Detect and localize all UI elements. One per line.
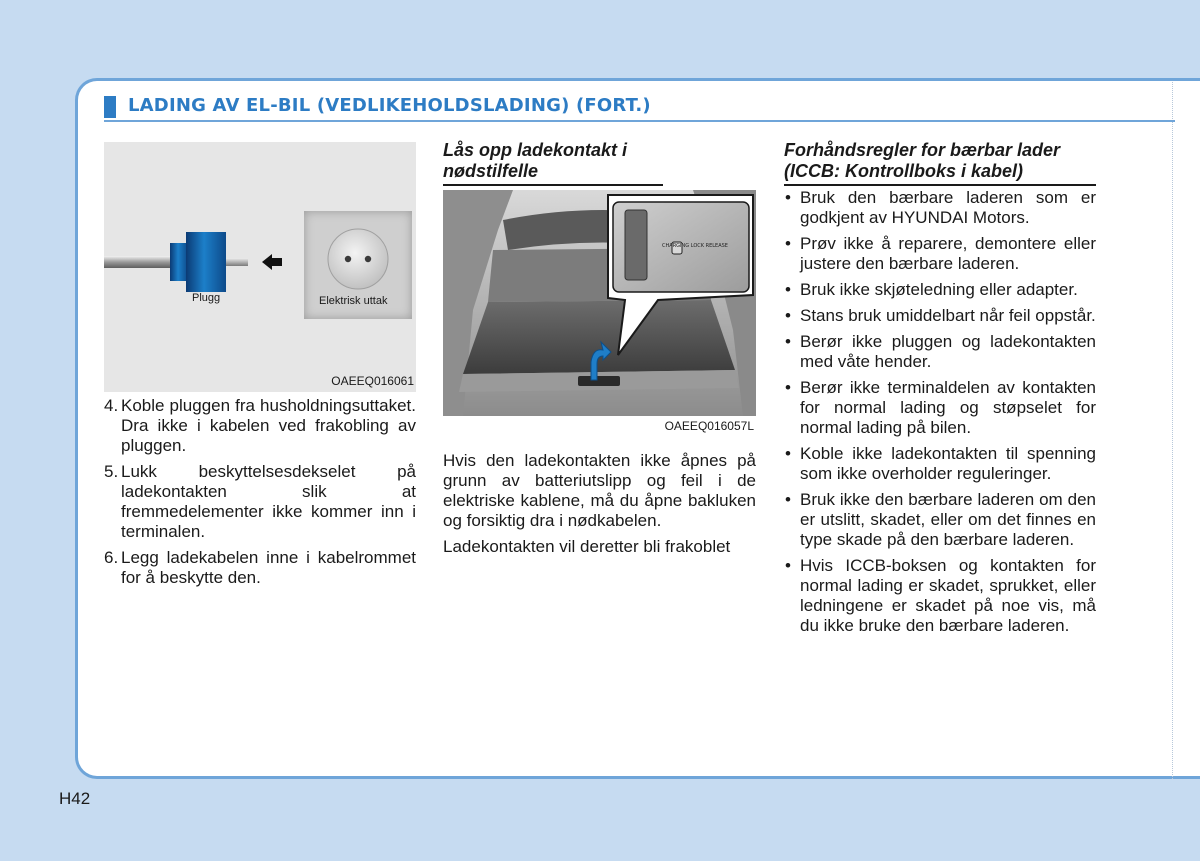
step-text: Lukk beskyttelsesdekselet på ladekontakten slik at fremmedelementer ikke kommer inn i terminalen. <box>121 462 416 541</box>
section-title: LADING AV EL-BIL (VEDLIKEHOLDSLADING) (FORT.) <box>128 95 651 116</box>
title-marker <box>104 96 116 118</box>
iccb-precautions-heading: Forhåndsregler for bærbar lader (ICCB: Kontrollboks i kabel) <box>784 140 1096 186</box>
emergency-unlock-text <box>443 451 756 563</box>
step-item <box>104 396 416 456</box>
figure-code: OAEEQ016061 <box>331 374 414 388</box>
charging-lock-release-label: CHARGING LOCK RELEASE <box>662 243 728 249</box>
bullet-item: • Bruk ikke skjøteledning eller adapter. <box>784 280 1096 300</box>
plug-pin <box>226 258 248 266</box>
outlet-label: Elektrisk uttak <box>319 295 388 307</box>
bullet-item: • Berør ikke terminaldelen av kontakten for normal lading og støpselet for normal lading på bilen. <box>784 378 1096 438</box>
trunk-figure <box>443 190 756 436</box>
emergency-unlock-heading: Lås opp ladekontakt i nødstilfelle <box>443 140 663 186</box>
step-number: 5. <box>104 462 119 481</box>
plug-body <box>186 232 226 292</box>
cable <box>104 256 174 268</box>
arrow-left-icon <box>262 254 282 270</box>
paragraph: Ladekontakten vil deretter bli frakoblet <box>443 537 731 556</box>
plug-collar <box>170 243 188 281</box>
bullet-item: • Bruk den bærbare laderen som er godkjent av HYUNDAI Motors. <box>784 188 1096 228</box>
section-header <box>104 96 1175 122</box>
bullet-item: • Prøv ikke å reparere, demontere eller justere den bærbare laderen. <box>784 234 1096 274</box>
right-margin-rule <box>1172 82 1173 779</box>
bullet-item: • Koble ikke ladekontakten til spenning som ikke overholder reguleringer. <box>784 444 1096 484</box>
step-number: 6. <box>104 548 119 567</box>
plug-label: Plugg <box>192 292 221 304</box>
figure-code: OAEEQ016057L <box>664 419 754 433</box>
plug-figure <box>104 142 416 392</box>
step-text: Legg ladekabelen inne i kabelrommet for å beskytte den. <box>121 548 416 587</box>
page-number: H42 <box>59 789 91 808</box>
bullet-item: • Stans bruk umiddelbart når feil oppstår. <box>784 306 1096 326</box>
precautions-list <box>784 188 1096 642</box>
trunk-illustration <box>443 190 756 416</box>
paragraph: Hvis den ladekontakten ikke åpnes på grunn av batteriutslipp og feil i de elektriske kablene, må du åpne bakluken og forsiktig dra i nødkabelen. <box>443 451 756 530</box>
bullet-item: • Hvis ICCB-boksen og kontakten for normal lading er skadet, sprukket, eller ledningene er skadet på noe vis, må du ikke bruke den bærbare laderen. <box>784 556 1096 636</box>
step-text: Koble pluggen fra husholdningsuttaket. Dra ikke i kabelen ved frakobling av pluggen. <box>121 396 416 455</box>
step-number: 4. <box>104 396 119 415</box>
steps-list <box>104 396 416 594</box>
bullet-item: • Bruk ikke den bærbare laderen om den er utslitt, skadet, eller om det finnes en type skade på den bærbare laderen. <box>784 490 1096 550</box>
step-item <box>104 548 416 588</box>
step-item <box>104 462 416 542</box>
bullet-item: • Berør ikke pluggen og ladekontakten med våte hender. <box>784 332 1096 372</box>
